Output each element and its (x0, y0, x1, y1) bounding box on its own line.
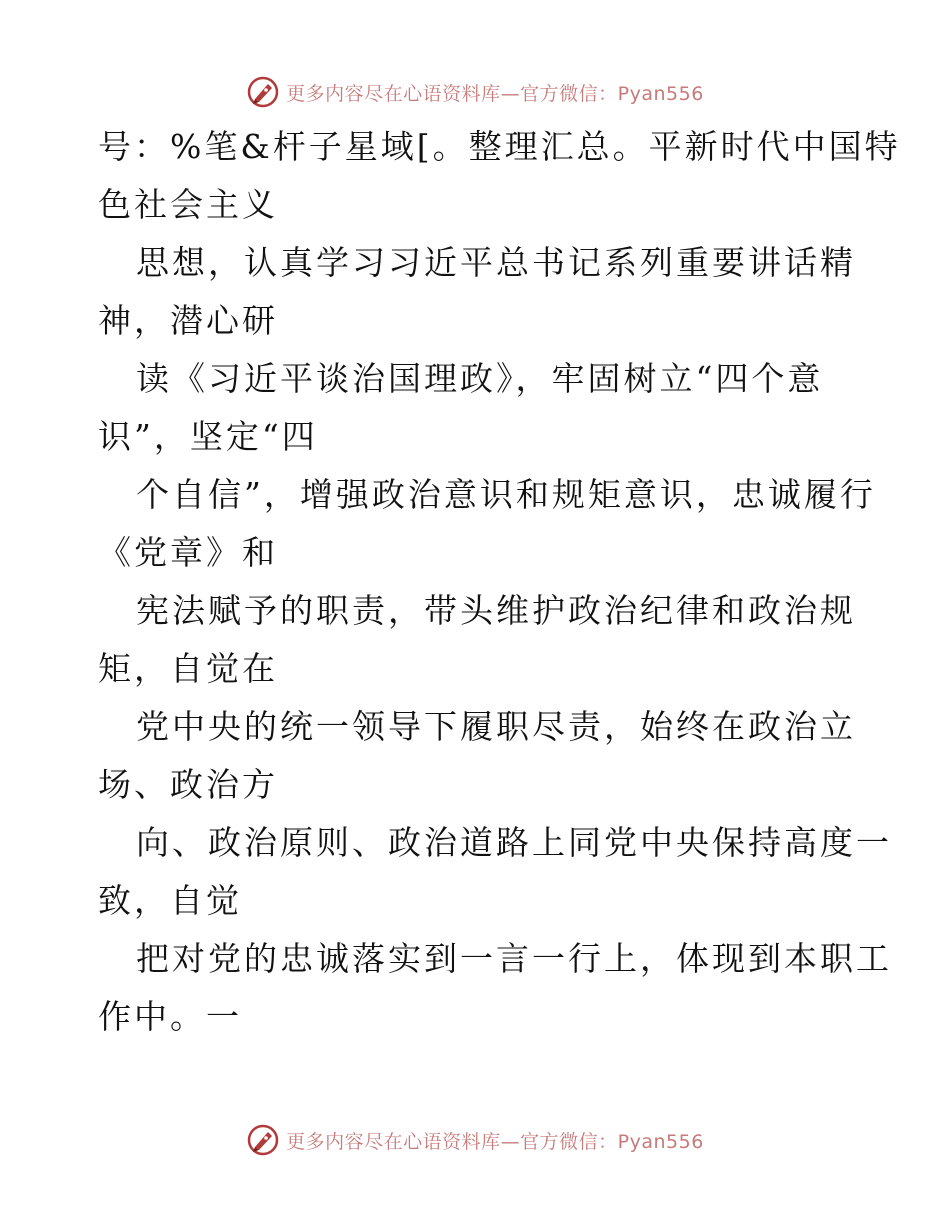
text-line: 号：%笔&杆子星域[。整理汇总。平新时代中国特 (98, 127, 901, 166)
text-line: 《党章》和 (98, 533, 278, 572)
pen-nib-circle-icon (246, 75, 280, 109)
text-line: 作中。一 (98, 997, 242, 1036)
text-line: 色社会主义 (98, 185, 278, 224)
footer-banner (0, 1120, 950, 1160)
text-line: 读《习近平谈治国理政》，牢固树立“四个意 (136, 359, 824, 398)
text-line: 矩，自觉在 (98, 649, 278, 688)
header-banner (0, 72, 950, 112)
text-line: 思想，认真学习习近平总书记系列重要讲话精 (136, 243, 856, 282)
text-line: 向、政治原则、政治道路上同党中央保持高度一 (136, 823, 892, 862)
text-line: 党中央的统一领导下履职尽责，始终在政治立 (136, 707, 856, 746)
text-line: 神，潜心研 (98, 301, 278, 340)
text-line: 场、政治方 (98, 765, 278, 804)
pen-nib-circle-icon (246, 1123, 280, 1157)
text-line: 宪法赋予的职责，带头维护政治纪律和政治规 (136, 591, 856, 630)
footer-banner-text: 更多内容尽在心语资料库—官方微信：Pyan556 (286, 1130, 704, 1153)
document-body (98, 118, 901, 1046)
text-line: 个自信”，增强政治意识和规矩意识，忠诚履行 (136, 475, 876, 514)
text-line: 识”，坚定“四 (98, 417, 318, 456)
header-banner-text: 更多内容尽在心语资料库—官方微信：Pyan556 (286, 82, 704, 105)
text-line: 致，自觉 (98, 881, 242, 920)
text-line: 把对党的忠诚落实到一言一行上，体现到本职工 (136, 939, 892, 978)
